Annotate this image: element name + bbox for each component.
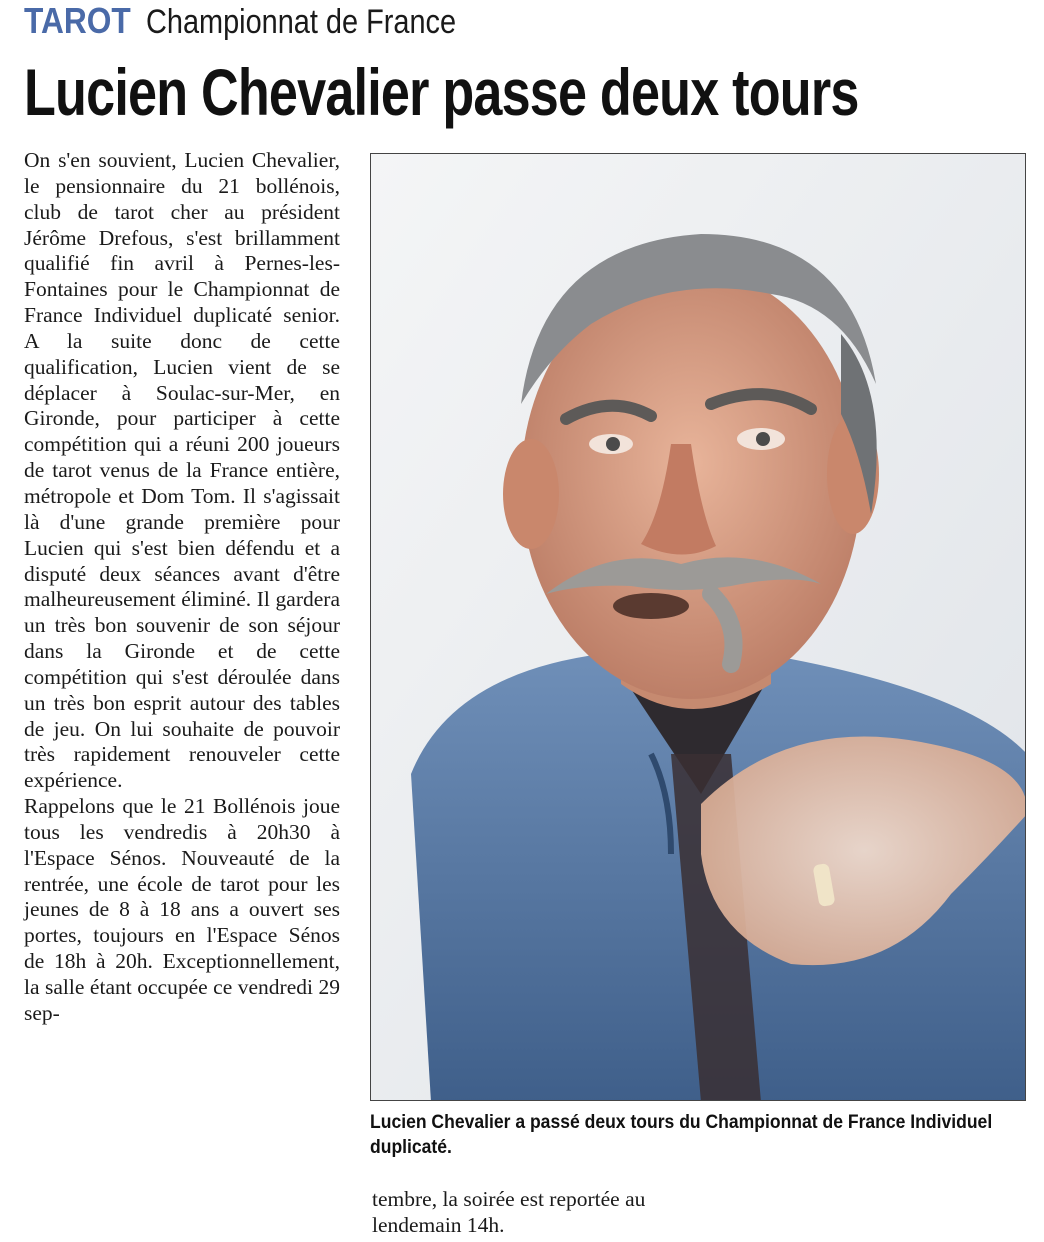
body-paragraph-2: Rappelons que le 21 Bollénois joue tous les vendredis à 20h30 à l'Espace Sénos. Nouveauté de la rentrée, une école de tarot pour les jeunes de 8 à 18 ans a ouvert ses portes, toujours en l'Espace Sénos de 18h à 20h. Exceptionnellement, la salle étant occupée ce vendredi 29 sep- bbox=[24, 794, 340, 1025]
body-paragraph-1: On s'en souvient, Lucien Chevalier, le pensionnaire du 21 bollénois, club de tarot cher au président Jérôme Drefous, s'est brillamment qualifié fin avril à Pernes-les-Fontaines pour le Championnat de France Individuel duplicaté senior. A la suite donc de cette qualification, Lucien vient de se déplacer à Soulac-sur-Mer, en Gironde, pour participer à cette compétition qui a réuni 200 joueurs de tarot venus de la France entière, métropole et Dom Tom. Il s'agissait là d'une grande première pour Lucien qui s'est bien défendu et a disputé deux séances avant d'être malheureusement éliminé. Il gardera un très bon souvenir de son séjour dans la Gironde et de cette compétition qui s'est déroulée dans un très bon esprit autour des tables de jeu. On lui souhaite de pouvoir très rapidement renouveler cette expérience. bbox=[24, 148, 340, 793]
body-continuation: tembre, la soirée est reportée au lendemain 14h. bbox=[372, 1187, 646, 1237]
portrait-photo bbox=[370, 153, 1026, 1101]
article-body-column bbox=[24, 148, 340, 1027]
portrait-photo-illustration bbox=[371, 154, 1026, 1101]
article-headline: Lucien Chevalier passe deux tours bbox=[24, 55, 859, 129]
photo-caption: Lucien Chevalier a passé deux tours du Championnat de France Individuel duplicaté. bbox=[370, 1111, 993, 1158]
section-label: TAROT bbox=[24, 0, 131, 41]
kicker-subject: Championnat de France bbox=[146, 3, 457, 41]
kicker bbox=[24, 0, 511, 44]
